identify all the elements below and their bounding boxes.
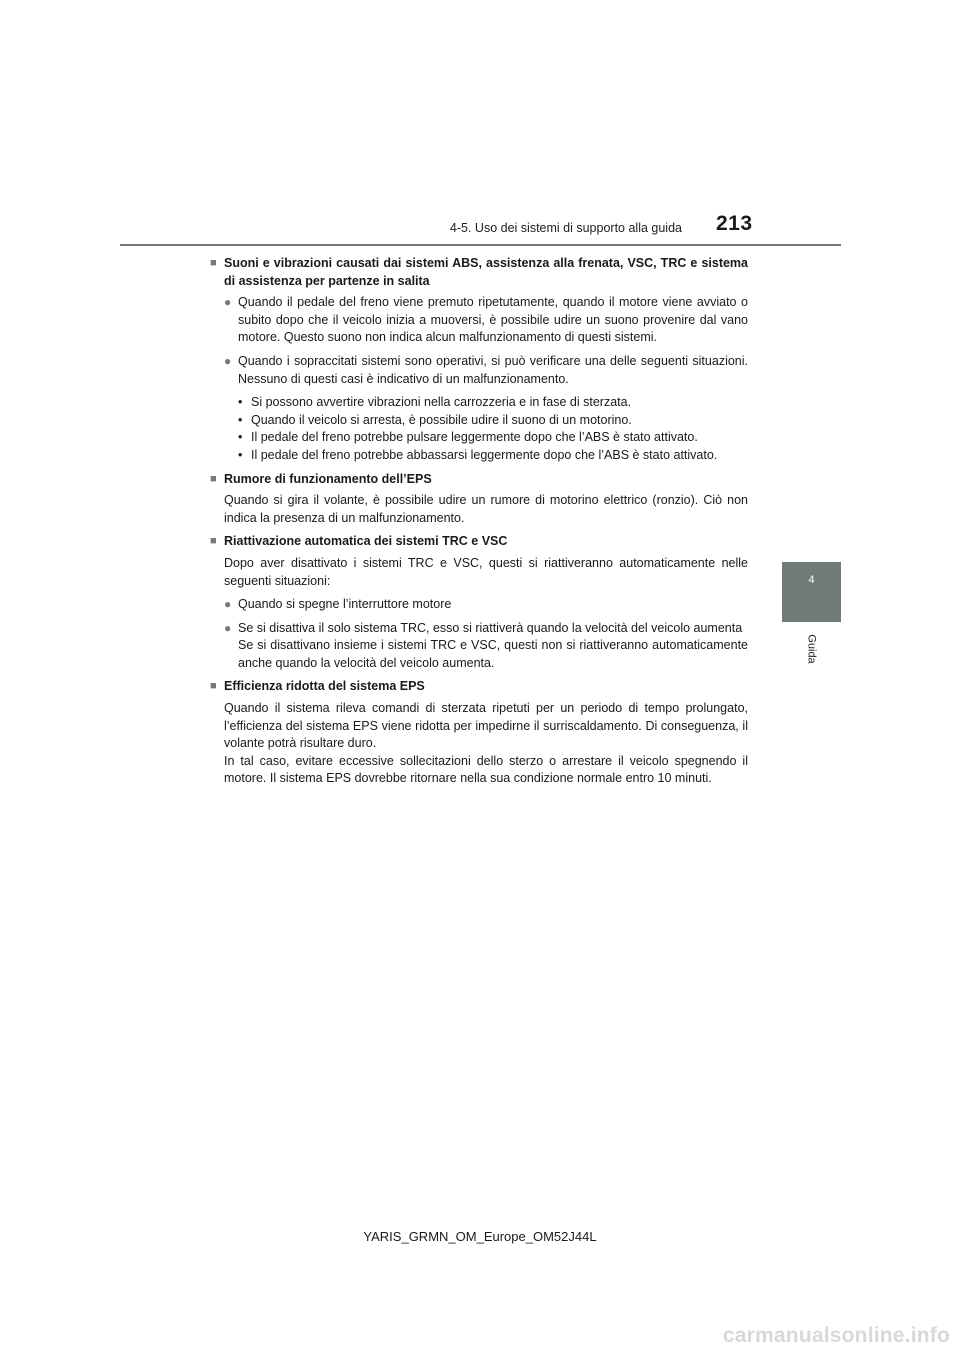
paragraph: Quando il sistema rileva comandi di sterzata ripetuti per un periodo di tempo prolungato, l’efficienza del sistema EPS viene ridotta per impedirne il surriscaldamento. Di conseguenza, il volante potrà risultare duro. In tal caso, evitare eccessive sollecitazioni dello sterzo o arrestare il veicolo spegnendo il motore. Il sistema EPS dovrebbe ritornare nella sua condizione normale entro 10 minuti. bbox=[224, 701, 748, 786]
section-eps-noise bbox=[210, 471, 748, 528]
sub-list-item: • Il pedale del freno potrebbe pulsare leggermente dopo che l’ABS è stato attivato. bbox=[238, 429, 748, 447]
list-item: ● Se si disattiva il solo sistema TRC, esso si riattiverà quando la velocità del veicolo aumenta Se si disattivano insieme i sistemi TRC e VSC, questi non si riattiveranno automaticamente anche quando la velocità del veicolo aumenta. bbox=[224, 620, 748, 673]
dot-bullet-icon: • bbox=[238, 447, 243, 462]
sub-list-item: • Si possono avvertire vibrazioni nella carrozzeria e in fase di sterzata. bbox=[238, 394, 748, 412]
paragraph: Dopo aver disattivato i sistemi TRC e VSC, questi si riattiveranno automaticamente nelle seguenti situazioni: bbox=[224, 555, 748, 588]
section-title: ■ Efficienza ridotta del sistema EPS bbox=[210, 678, 748, 696]
square-bullet-icon: ■ bbox=[210, 257, 217, 269]
square-bullet-icon: ■ bbox=[210, 535, 217, 548]
section-sounds-vibrations bbox=[210, 255, 748, 465]
section-title: ■ Suoni e vibrazioni causati dai sistemi ABS, assistenza alla frenata, VSC, TRC e sistema di assistenza per partenze in salita bbox=[210, 255, 748, 290]
square-bullet-icon: ■ bbox=[210, 472, 217, 485]
circle-bullet-icon: ● bbox=[224, 353, 232, 368]
section-eps-reduced-efficiency bbox=[210, 678, 748, 788]
header-divider bbox=[120, 244, 841, 246]
circle-bullet-icon: ● bbox=[224, 295, 232, 310]
dot-bullet-icon: • bbox=[238, 430, 243, 445]
circle-bullet-icon: ● bbox=[224, 620, 232, 635]
watermark: carmanualsonline.info bbox=[722, 1324, 950, 1347]
document-code: YARIS_GRMN_OM_Europe_OM52J44L bbox=[363, 1229, 597, 1244]
section-trc-vsc-reactivation bbox=[210, 533, 748, 672]
sub-list-item: • Il pedale del freno potrebbe abbassarsi leggermente dopo che l’ABS è stato attivato. bbox=[238, 447, 748, 465]
chapter-number: 4 bbox=[808, 574, 815, 586]
paragraph: Quando si gira il volante, è possibile udire un rumore di motorino elettrico (ronzio). Ciò non indica la presenza di un malfunzionamento. bbox=[224, 493, 748, 525]
circle-bullet-icon: ● bbox=[224, 597, 232, 612]
section-title: ■ Riattivazione automatica dei sistemi TRC e VSC bbox=[210, 533, 748, 551]
dot-bullet-icon: • bbox=[238, 412, 243, 427]
chapter-label-container bbox=[782, 626, 841, 672]
sub-list bbox=[238, 394, 748, 464]
list-item: ● Quando i sopraccitati sistemi sono operativi, si può verificare una delle seguenti situazioni. Nessuno di questi casi è indicativo di un malfunzionamento. bbox=[224, 353, 748, 388]
sub-list-item: • Quando il veicolo si arresta, è possibile udire il suono di un motorino. bbox=[238, 412, 748, 430]
page-content bbox=[210, 255, 748, 794]
page-number: 213 bbox=[716, 212, 753, 235]
list-item: ● Quando il pedale del freno viene premuto ripetutamente, quando il motore viene avviato o subito dopo che il veicolo inizia a muoversi, è possibile udire un suono provenire dal vano motore. Questo suono non indica alcun malfunzionamento di questi sistemi. bbox=[224, 294, 748, 347]
header-section-title: 4-5. Uso dei sistemi di supporto alla guida bbox=[449, 221, 682, 235]
square-bullet-icon: ■ bbox=[210, 680, 217, 693]
chapter-tab[interactable] bbox=[782, 562, 841, 622]
chapter-label: Guida bbox=[805, 634, 818, 664]
dot-bullet-icon: • bbox=[238, 395, 243, 410]
list-item: ● Quando si spegne l’interruttore motore bbox=[224, 596, 748, 614]
section-title: ■ Rumore di funzionamento dell’EPS bbox=[210, 471, 748, 489]
